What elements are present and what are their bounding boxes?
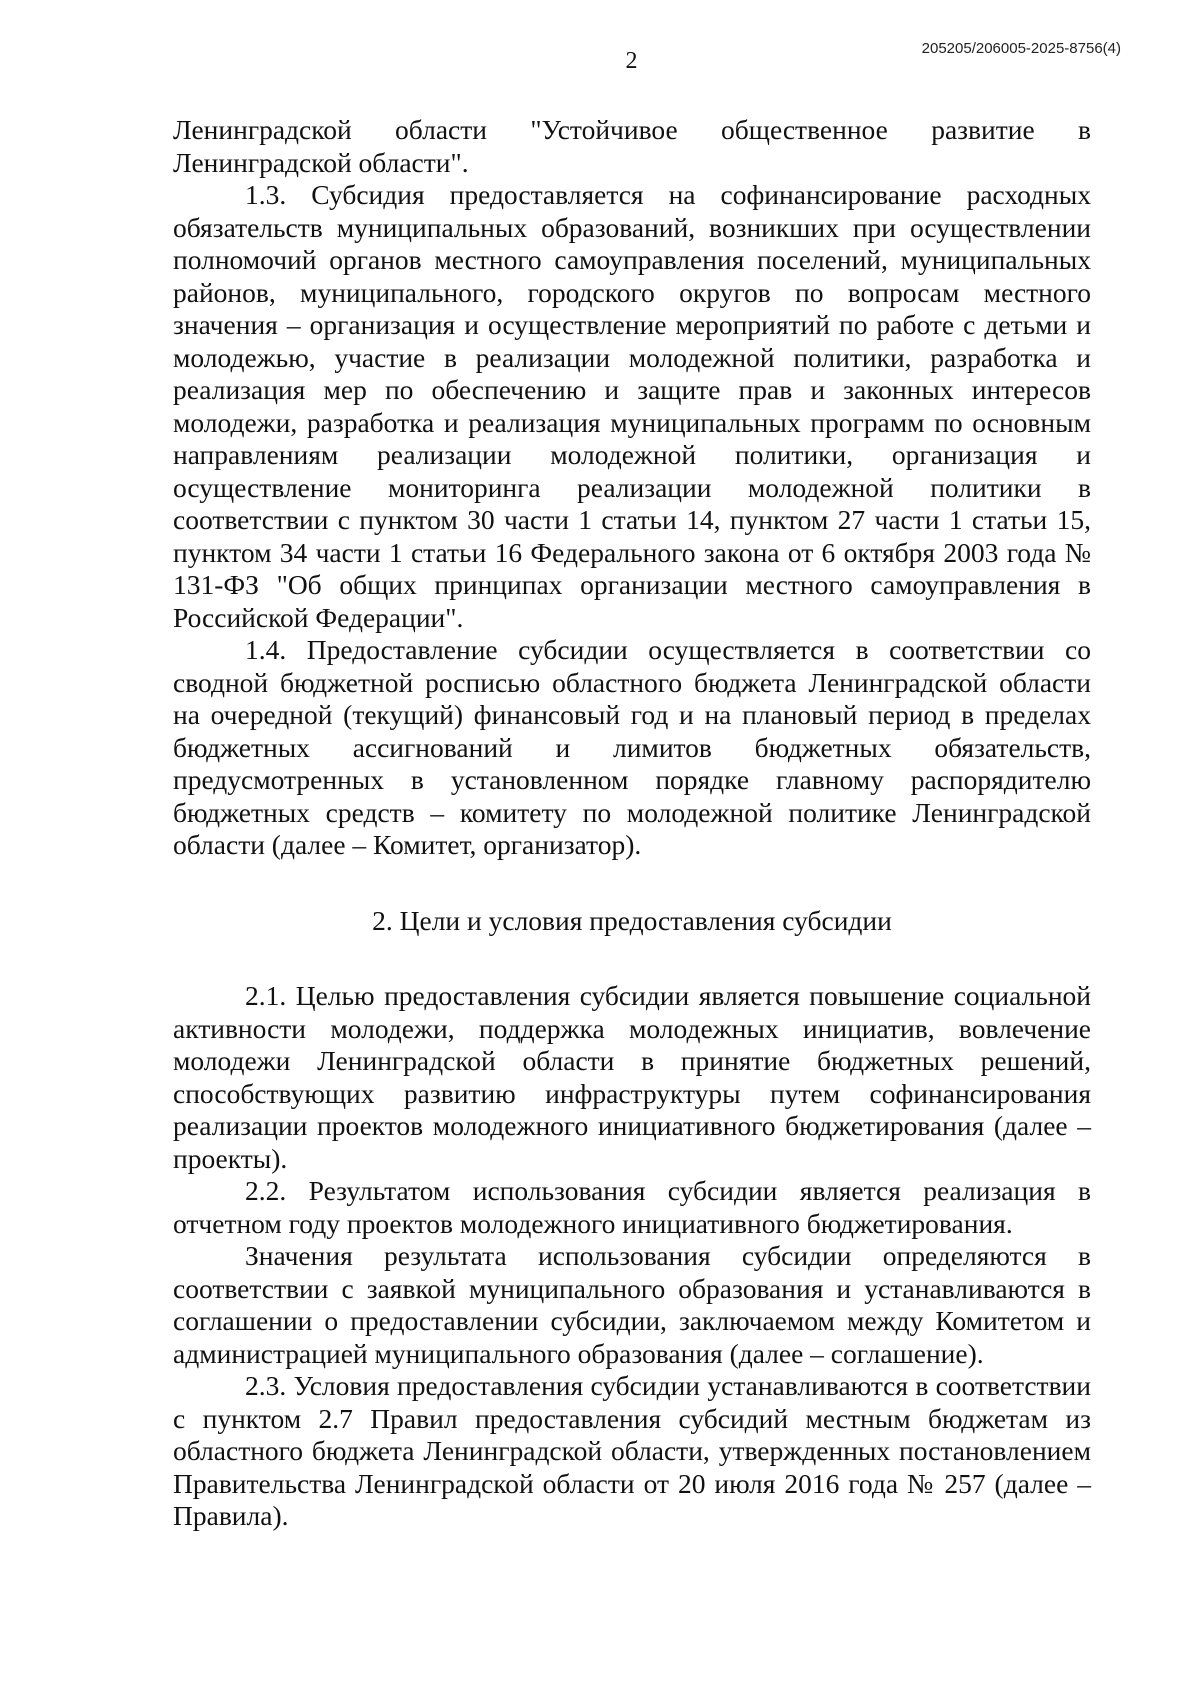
document-body <box>173 114 1091 1533</box>
paragraph-continuation: Ленинградской области "Устойчивое общественное развитие в Ленинградской области". <box>173 114 1091 178</box>
paragraph-2-3: 2.3. Условия предоставления субсидии устанавливаются в соответствии с пунктом 2.7 Правил предоставления субсидий местным бюджетам из областного бюджета Ленинградской области, утвержденных постановлением Правительства Ленинградской области от 20 июля 2016 года № 257 (далее – Правила). <box>173 1370 1091 1531</box>
document-registration-number: 205205/206005-2025-8756(4) <box>921 40 1121 57</box>
paragraph-2-1: 2.1. Целью предоставления субсидии является повышение социальной активности молодежи, поддержка молодежных инициатив, вовлечение молодежи Ленинградской области в принятие бюджетных решений, способствующих развитию инфраструктуры путем софинансирования реализации проектов молодежного инициативного бюджетирования (далее – проекты). <box>173 980 1091 1174</box>
paragraph-2-2: 2.2. Результатом использования субсидии является реализация в отчетном году проектов молодежного инициативного бюджетирования. <box>173 1175 1091 1239</box>
section-2-heading: 2. Цели и условия предоставления субсидии <box>372 904 892 936</box>
paragraph-1-3: 1.3. Субсидия предоставляется на софинансирование расходных обязательств муниципальных образований, возникших при осуществлении полномочий органов местного самоуправления поселений, муниципальных районов, муниципального, городского округов по вопросам местного значения – организация и осуществление мероприятий по работе с детьми и молодежью, участие в реализации молодежной политики, разработка и реализация мер по обеспечению и защите прав и законных интересов молодежи, разработка и реализация муниципальных программ по основным направлениям реализации молодежной политики, организация и осуществление мониторинга реализации молодежной политики в соответствии с пунктом 30 части 1 статьи 14, пунктом 27 части 1 статьи 15, пунктом 34 части 1 статьи 16 Федерального закона от 6 октября 2003 года № 131-ФЗ "Об общих принципах организации местного самоуправления в Российской Федерации". <box>173 179 1091 633</box>
page-number: 2 <box>625 48 638 74</box>
paragraph-2-2-values: Значения результата использования субсидии определяются в соответствии с заявкой муниципального образования и устанавливаются в соглашении о предоставлении субсидии, заключаемом между Комитетом и администрацией муниципального образования (далее – соглашение). <box>173 1240 1091 1369</box>
paragraph-1-4: 1.4. Предоставление субсидии осуществляется в соответствии со сводной бюджетной росписью областного бюджета Ленинградской области на очередной (текущий) финансовый год и на плановый период в пределах бюджетных ассигнований и лимитов бюджетных обязательств, предусмотренных в установленном порядке главному распорядителю бюджетных средств – комитету по молодежной политике Ленинградской области (далее – Комитет, организатор). <box>173 634 1091 860</box>
